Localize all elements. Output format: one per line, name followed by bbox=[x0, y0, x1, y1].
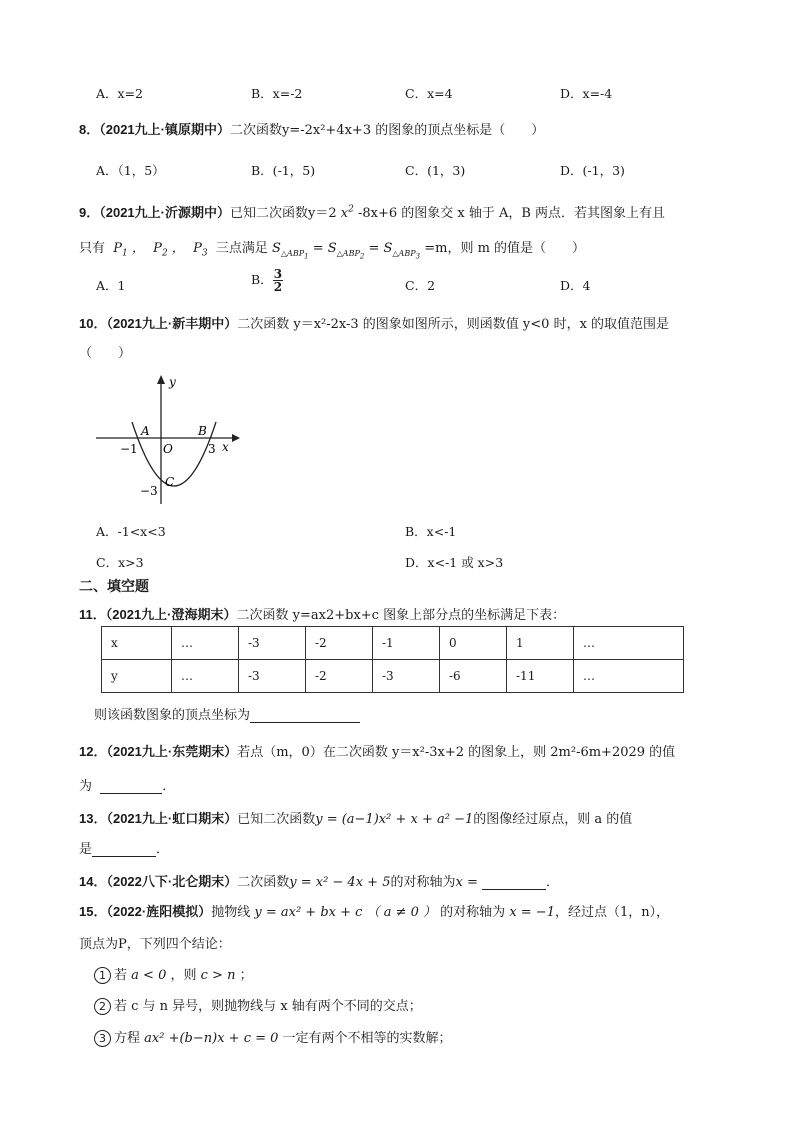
q9-option-b-label: B． bbox=[251, 272, 273, 287]
table-cell: -2 bbox=[306, 627, 373, 660]
table-cell: -3 bbox=[373, 660, 440, 693]
q15-text-a: 抛物线 bbox=[211, 905, 251, 920]
table-cell: 1 bbox=[507, 627, 574, 660]
q15-text-b: 的对称轴为 bbox=[440, 905, 506, 920]
question-14 bbox=[79, 871, 559, 890]
q9-option-c: C．2 bbox=[405, 278, 436, 293]
q15-formula: y = ax² + bx + c bbox=[254, 905, 363, 920]
q9-frac-den: 2 bbox=[273, 280, 283, 294]
q11-answer-line bbox=[94, 704, 360, 723]
q15-c3-b: 一定有两个不相等的实数解； bbox=[282, 1031, 452, 1046]
q13-answer-line bbox=[79, 838, 169, 857]
q9-number: 9． bbox=[79, 205, 100, 220]
q15-c2-text: 若 c 与 n 异号，则抛物线与 x 轴有两个不同的交点； bbox=[114, 999, 422, 1014]
q15-number: 15． bbox=[79, 904, 107, 919]
q15-conclusion-1 bbox=[94, 964, 253, 984]
q12-end: ． bbox=[162, 779, 176, 794]
table-cell: -2 bbox=[306, 660, 373, 693]
q15-conclusion-3 bbox=[94, 1027, 452, 1047]
question-13 bbox=[79, 808, 632, 827]
q14-formula: y = x² − 4x + 5 bbox=[289, 875, 391, 890]
label-minus-one: −1 bbox=[120, 442, 138, 456]
q9-text-d: 三点满足 bbox=[215, 241, 268, 256]
q13-line2: 是 bbox=[79, 842, 93, 857]
q10-paren: （ ） bbox=[79, 346, 132, 361]
q15-c1-formula-1: a < 0 bbox=[131, 968, 167, 983]
q8-option-b: B．(-1，5) bbox=[251, 163, 316, 178]
q12-answer-blank[interactable] bbox=[100, 793, 162, 794]
table-row bbox=[102, 660, 684, 693]
q11-source: （2021九上·澄海期末） bbox=[105, 607, 237, 622]
q10-option-a: A．-1<x<3 bbox=[96, 524, 166, 539]
q14-end: ． bbox=[545, 875, 559, 890]
q9-frac-num: 3 bbox=[273, 267, 283, 281]
q13-text-a: 已知二次函数 bbox=[237, 812, 316, 827]
q15-conclusion-2 bbox=[94, 995, 422, 1015]
q15-axis: x = −1 bbox=[509, 905, 555, 920]
q12-answer-line bbox=[79, 775, 175, 794]
y-axis-arrow-icon bbox=[157, 375, 165, 384]
q11-answer-blank[interactable] bbox=[250, 722, 360, 723]
q9-source: （2021九上·沂源期中） bbox=[99, 205, 230, 220]
table-cell: … bbox=[574, 660, 684, 693]
q14-text-b: 的对称轴为 bbox=[390, 875, 456, 890]
table-cell: … bbox=[574, 627, 684, 660]
x-axis-arrow-icon bbox=[232, 434, 240, 442]
table-cell: x bbox=[102, 627, 172, 660]
label-a: A bbox=[141, 424, 150, 438]
q9-option-b bbox=[251, 268, 283, 293]
q15-c1-marker: 1 bbox=[94, 967, 111, 984]
label-y: y bbox=[169, 375, 176, 389]
question-15 bbox=[79, 901, 669, 920]
question-11 bbox=[79, 604, 565, 623]
q10-option-d: D．x<-1 或 x>3 bbox=[405, 555, 504, 570]
q9-text-b: -8x+6 的图象交 x 轴于 A，B 两点．若其图象上有且 bbox=[357, 206, 666, 221]
q9-option-d: D．4 bbox=[560, 278, 591, 293]
q11-number: 11． bbox=[79, 607, 106, 622]
q13-formula: y = (a−1)x² + x + a² −1 bbox=[315, 812, 474, 827]
q9-area-formula: $S_{\triangle ABP_1} = S_{\triangle ABP_2} = S_{\triangle ABP_3}$ bbox=[272, 241, 421, 261]
q15-c1-formula-2: c > n bbox=[200, 968, 236, 983]
q9-points: $P_1$ ， $P_2$ ， $P_3$ bbox=[109, 241, 208, 259]
q13-answer-blank[interactable] bbox=[92, 856, 156, 857]
q13-number: 13． bbox=[79, 811, 107, 826]
q9-option-a: A．1 bbox=[96, 278, 126, 293]
question-12 bbox=[79, 741, 675, 760]
question-9 bbox=[79, 202, 665, 221]
q11-value-table bbox=[101, 626, 684, 693]
q15-c1-b: ，则 bbox=[170, 968, 197, 983]
table-cell: … bbox=[172, 627, 239, 660]
question-9-line2 bbox=[79, 237, 585, 260]
q14-answer-blank[interactable] bbox=[482, 889, 546, 890]
q9-text-c: 只有 bbox=[79, 241, 106, 256]
q15-line2: 顶点为P，下列四个结论： bbox=[79, 937, 231, 952]
q13-source: （2021九上·虹口期末） bbox=[106, 811, 238, 826]
q10-option-b: B．x<-1 bbox=[405, 524, 457, 539]
table-row bbox=[102, 627, 684, 660]
label-origin: O bbox=[163, 442, 173, 456]
q12-text: 若点（m，0）在二次函数 y＝x²-3x+2 的图象上，则 2m²-6m+2029 的值 bbox=[237, 745, 676, 760]
label-x: x bbox=[222, 440, 229, 454]
q8-option-d: D．(-1，3) bbox=[560, 163, 625, 178]
table-cell: y bbox=[102, 660, 172, 693]
q10-text: 二次函数 y＝x²-2x-3 的图象如图所示，则函数值 y<0 时，x 的取值范围是 bbox=[237, 317, 670, 332]
q8-source: （2021九上·镇原期中） bbox=[99, 122, 230, 137]
q15-c2-marker: 2 bbox=[94, 998, 111, 1015]
q12-line2: 为 bbox=[79, 779, 93, 794]
q15-c3-marker: 3 bbox=[94, 1030, 111, 1047]
table-cell: -1 bbox=[373, 627, 440, 660]
table-cell: 0 bbox=[440, 627, 507, 660]
label-b: B bbox=[198, 424, 207, 438]
q10-option-c: C．x>3 bbox=[96, 555, 144, 570]
q15-condition: （ a ≠ 0 ） bbox=[366, 905, 437, 920]
q7-option-c: C．x=4 bbox=[405, 86, 453, 101]
table-cell: -3 bbox=[239, 660, 306, 693]
q10-parabola-graph bbox=[90, 372, 240, 512]
q14-source: （2022八下·北仑期末） bbox=[106, 874, 238, 889]
question-8 bbox=[79, 119, 544, 138]
q9-option-b-fraction bbox=[273, 268, 283, 293]
q9-text-a: 已知二次函数y＝2 bbox=[229, 206, 337, 221]
q10-source: （2021九上·新丰期中） bbox=[106, 316, 238, 331]
q11-text: 二次函数 y=ax2+bx+c 图象上部分点的坐标满足下表： bbox=[236, 608, 566, 623]
q12-source: （2021九上·东莞期末） bbox=[106, 744, 238, 759]
q8-text: 二次函数y=-2x²+4x+3 的图象的顶点坐标是（ ） bbox=[229, 123, 545, 138]
q14-text-a: 二次函数 bbox=[237, 875, 290, 890]
q9-text-e: =m，则 m 的值是（ ） bbox=[424, 241, 586, 256]
label-c: C bbox=[165, 475, 175, 489]
q13-end: ． bbox=[156, 842, 170, 857]
q13-text-b: 的图像经过原点，则 a 的值 bbox=[473, 812, 633, 827]
q8-number: 8． bbox=[79, 122, 100, 137]
q15-c3-a: 方程 bbox=[114, 1031, 141, 1046]
q7-option-a: A．x=2 bbox=[96, 86, 144, 101]
table-cell: -3 bbox=[239, 627, 306, 660]
table-cell: … bbox=[172, 660, 239, 693]
q7-option-b: B．x=-2 bbox=[251, 86, 303, 101]
question-10 bbox=[79, 313, 669, 332]
label-minus-three: −3 bbox=[140, 484, 158, 498]
label-three: 3 bbox=[208, 442, 216, 456]
q14-formula-2: x = bbox=[455, 875, 478, 890]
q12-number: 12． bbox=[79, 744, 107, 759]
q15-source: （2022·旌阳模拟） bbox=[106, 904, 212, 919]
q15-c3-formula: ax² +(b−n)x + c = 0 bbox=[144, 1031, 279, 1046]
q15-c1-a: 若 bbox=[114, 968, 128, 983]
q11-answer-prompt: 则该函数图象的顶点坐标为 bbox=[94, 708, 251, 723]
q8-option-c: C．(1，3) bbox=[405, 163, 466, 178]
q7-option-d: D．x=-4 bbox=[560, 86, 613, 101]
q9-x-squared: $x^2$ bbox=[340, 204, 354, 221]
section-fill-in-title: 二、填空题 bbox=[79, 578, 149, 594]
table-cell: -6 bbox=[440, 660, 507, 693]
table-cell: -11 bbox=[507, 660, 574, 693]
q14-number: 14． bbox=[79, 874, 107, 889]
q15-c1-c: ； bbox=[239, 968, 253, 983]
q10-number: 10． bbox=[79, 316, 107, 331]
q8-option-a: A．（1，5） bbox=[96, 163, 165, 178]
q15-text-c: ，经过点（1，n）， bbox=[554, 905, 670, 920]
